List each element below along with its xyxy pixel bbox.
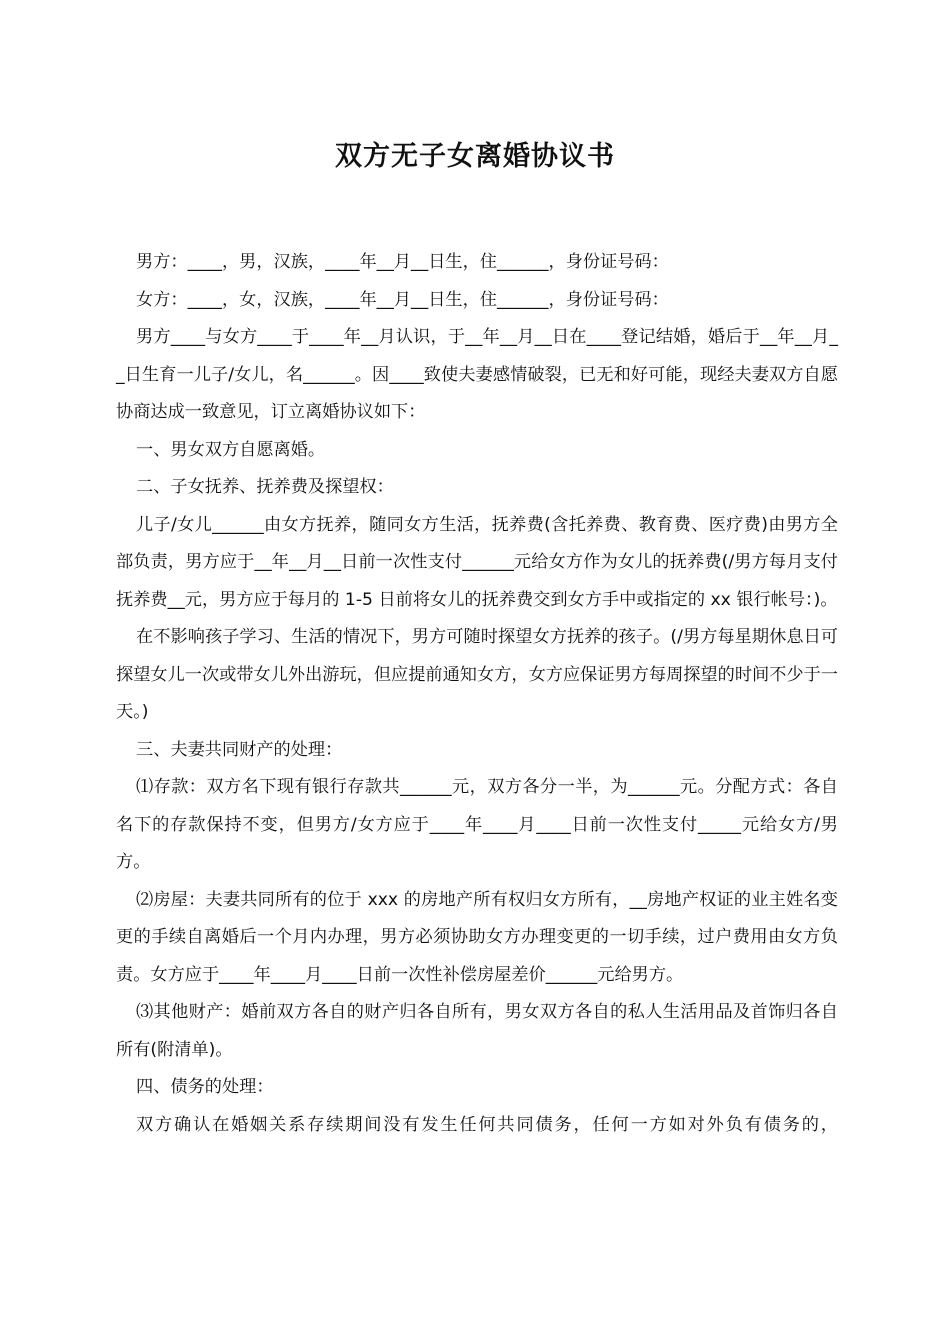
paragraph-housing: ⑵房屋：夫妻共同所有的位于 xxx 的房地产所有权归女方所有，__房地产权证的业主姓名变更的手续自离婚后一个月内办理，男方必须协助女方办理变更的一切手续，过户费用由女方负责。女方应于____年____月____日前一次性补偿房屋差价______元给男方。 <box>116 889 838 985</box>
paragraph-deposits: ⑴存款：双方名下现有银行存款共______元，双方各分一半，为______元。分配方式：各自名下的存款保持不变，但男方/女方应于____年____月____日前一次性支付_____元给女方/男方。 <box>116 777 838 872</box>
paragraph-other-property: ⑶其他财产：婚前双方各自的财产归各自所有，男女双方各自的私人生活用品及首饰归各自所有(附清单)。 <box>116 1002 838 1060</box>
section-heading-debts: 四、债务的处理： <box>136 1077 274 1097</box>
section-heading-property: 三、夫妻共同财产的处理： <box>136 739 343 760</box>
paragraph-female-party: 女方：____，女，汉族，____年__月__日生，住______，身份证号码： <box>136 289 669 310</box>
document-body <box>116 244 838 1144</box>
paragraph-marriage-background: 男方____与女方____于____年__月认识，于__年__月__日在____登记结婚，婚后于__年__月__日生育一儿子/女儿，名______。因____致使夫妻感情破裂，已无和好可能，现经夫妻双方自愿协商达成一致意见，订立离婚协议如下： <box>116 327 838 422</box>
paragraph-child-custody: 儿子/女儿______由女方抚养，随同女方生活，抚养费(含托养费、教育费、医疗费)由男方全部负责，男方应于__年__月__日前一次性支付______元给女方作为女儿的抚养费(/男方每月支付抚养费__元，男方应于每月的 1-5 日前将女儿的抚养费交到女方手中或指定的 xx 银行帐号：)。 <box>116 514 838 610</box>
document-title: 双方无子女离婚协议书 <box>335 141 615 172</box>
paragraph-male-party: 男方：____，男，汉族，____年__月__日生，住______，身份证号码： <box>136 252 669 272</box>
paragraph-visitation: 在不影响孩子学习、生活的情况下，男方可随时探望女方抚养的孩子。(/男方每星期休息日可探望女儿一次或带女儿外出游玩，但应提前通知女方，女方应保证男方每周探望的时间不少于一天。) <box>116 627 838 722</box>
section-heading-divorce: 一、男女双方自愿离婚。 <box>136 439 326 460</box>
paragraph-debts: 双方确认在婚姻关系存续期间没有发生任何共同债务，任何一方如对外负有债务的， <box>136 1114 838 1135</box>
section-heading-child-support: 二、子女抚养、抚养费及探望权： <box>136 477 394 497</box>
